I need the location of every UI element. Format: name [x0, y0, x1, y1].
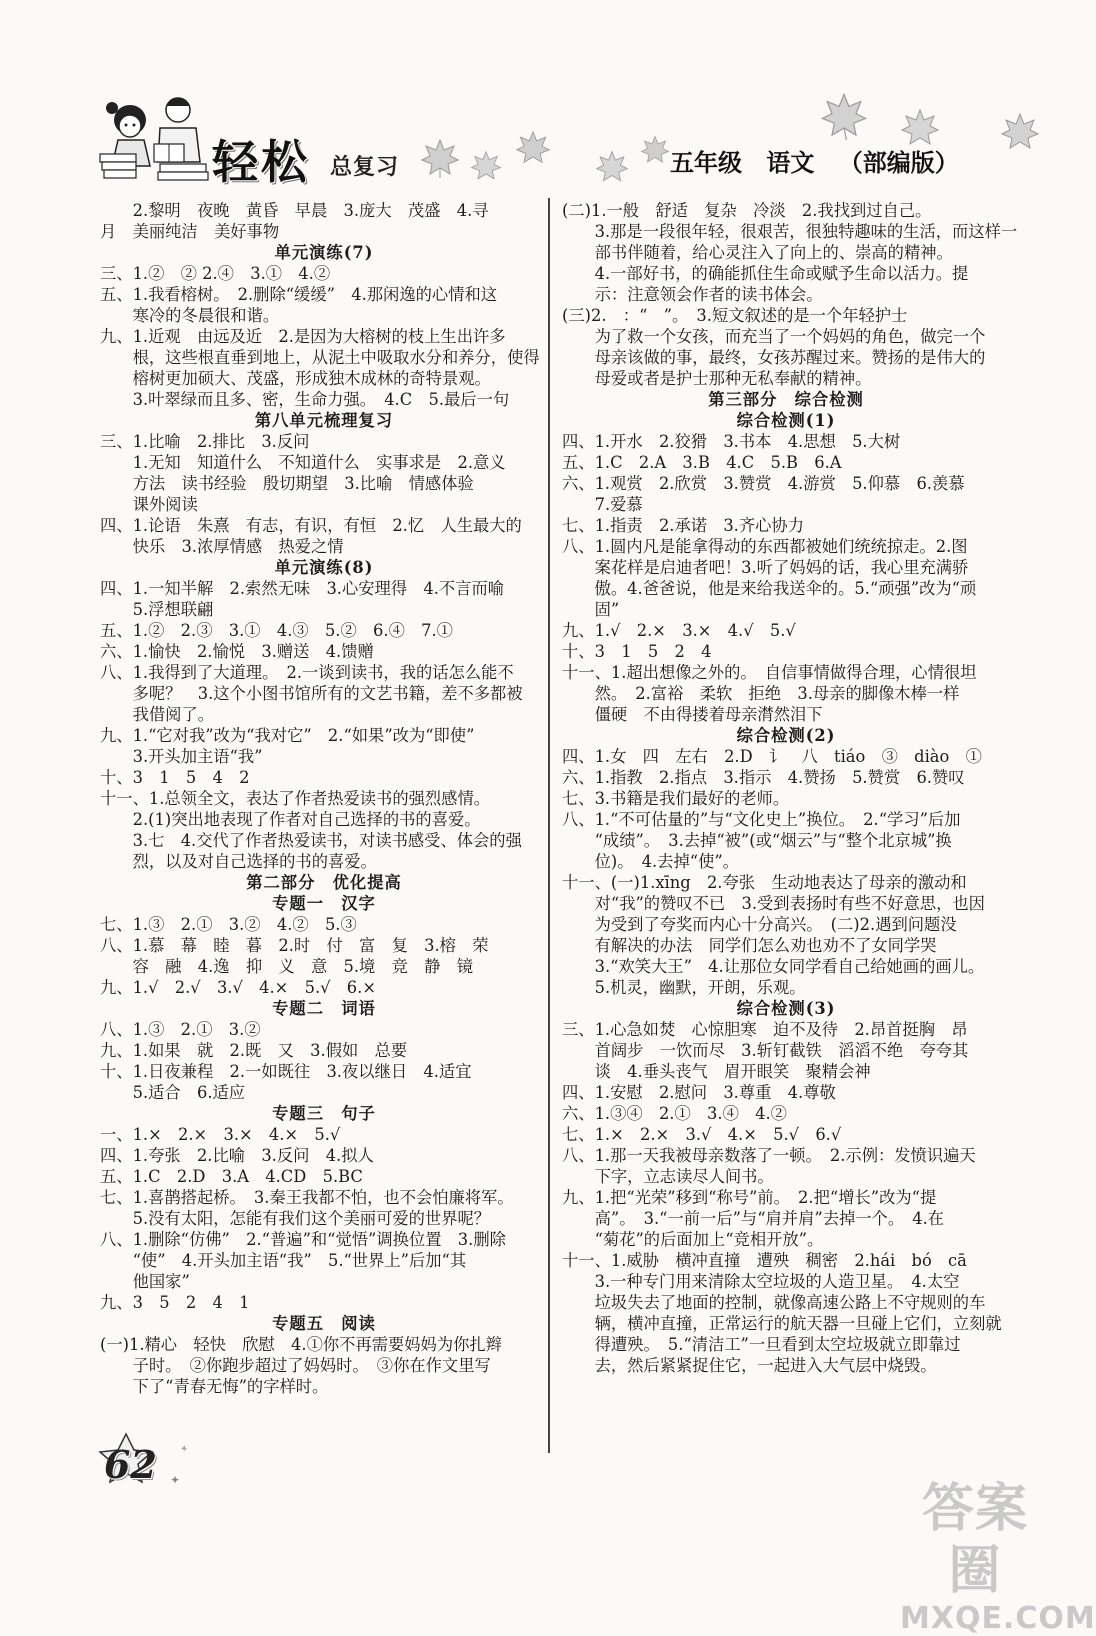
watermark-url: MXQE.COM [900, 1601, 1096, 1636]
book-series-subtitle: 总复习 [330, 155, 400, 180]
column-divider [548, 198, 550, 1453]
section-heading: 第三部分 综合检测 [708, 390, 864, 409]
edition-label: （部编版） [838, 149, 959, 177]
answer-line: 八、1.删除“仿佛” 2.“普遍”和“觉悟”调换位置 3.删除 [100, 1230, 506, 1249]
answer-column-right [562, 200, 1018, 1376]
maple-leaf-icon [420, 138, 460, 178]
answer-line: 十、1.日夜兼程 2.一如既往 3.夜以继日 4.适宜 [100, 1062, 472, 1081]
answer-line: 示：注意领会作者的读书体会。 [594, 285, 823, 304]
answer-line: 七、1.喜鹊搭起桥。 3.秦王我都不怕，也不会怕廉将军。 [100, 1188, 514, 1207]
answer-line: 他国家” [132, 1272, 190, 1291]
answer-line: 3.那是一段很年轻，很艰苦，很独特趣味的生活，而这样一 [594, 222, 1018, 241]
section-heading: 第二部分 优化提高 [246, 873, 402, 892]
answer-line: 烈，以及对自己选择的书的喜爱。 [132, 852, 377, 871]
answer-line: 七、1.③ 2.① 3.② 4.② 5.③ [100, 915, 357, 934]
answer-line: 母亲该做的事，最终，女孩苏醒过来。赞扬的是伟大的 [594, 348, 986, 367]
answer-line: 为受到了夸奖而内心十分高兴。 (二)2.遇到问题没 [594, 915, 957, 934]
answer-line: 3.叶翠绿而且多、密，生命力强。 4.C 5.最后一句 [132, 390, 510, 409]
answer-line: 十一、1.威胁 横冲直撞 遭殃 稠密 2.hái bó cā [562, 1251, 967, 1270]
answer-line: (三)2. ：“ ”。 3.短文叙述的是一个年轻护士 [562, 306, 908, 325]
page-number: 62 [104, 1442, 157, 1487]
answer-line: 六、1.指教 2.指点 3.指示 4.赞扬 5.赞赏 6.赞叹 [562, 768, 965, 787]
answer-line: 七、1.指责 2.承诺 3.齐心协力 [562, 516, 804, 535]
answer-line: 三、1.② ② 2.④ 3.① 4.② [100, 264, 331, 283]
answer-line: 容 融 4.逸 抑 义 意 5.境 竞 静 镜 [132, 957, 474, 976]
answer-line: 5.没有太阳，怎能有我们这个美丽可爱的世界呢？ [132, 1209, 491, 1228]
answer-line: 课外阅读 [132, 495, 198, 514]
answer-line: 2.(1)突出地表现了作者对自己选择的书的喜爱。 [132, 810, 481, 829]
answer-line: 九、1.如果 就 2.既 又 3.假如 总要 [100, 1041, 408, 1060]
answer-line: 垃圾失去了地面的控制，就像高速公路上不守规则的车 [594, 1293, 986, 1312]
answer-line: 5.机灵，幽默，开朗，乐观。 [594, 978, 806, 997]
subject-label: 语文 [766, 149, 815, 177]
answer-line: 五、1.我看榕树。 2.删除“缓缓” 4.那闲逸的心情和这 [100, 285, 498, 304]
answer-line: 为了救一个女孩，而充当了一个妈妈的角色，做完一个 [594, 327, 986, 346]
answer-line: 八、1.我得到了大道理。 2.一谈到读书，我的话怎么能不 [100, 663, 514, 682]
answer-line: 四、1.一知半解 2.索然无味 3.心安理得 4.不言而喻 [100, 579, 505, 598]
section-heading: 单元演练(8) [274, 558, 374, 577]
answer-line: 九、1.把“光荣”移到“称号”前。 2.把“增长”改为“提 [562, 1188, 937, 1207]
answer-line: 得遭殃。 5.“清洁工”一旦看到太空垃圾就立即靠过 [594, 1335, 961, 1354]
answer-line: 首阔步 一饮而尽 3.斩钉截铁 滔滔不绝 夸夸其 [594, 1041, 969, 1060]
svg-text:✦: ✦ [170, 1473, 181, 1487]
maple-leaf-icon [900, 108, 940, 148]
answer-line: 十一、1.超出想像之外的。 自信事情做得合理，心情很坦 [562, 663, 977, 682]
answer-line: 快乐 3.浓厚情感 热爱之情 [132, 537, 344, 556]
section-heading: 综合检测(3) [736, 999, 836, 1018]
maple-leaf-icon [595, 150, 629, 184]
answer-line: 十、3 1 5 4 2 [100, 768, 250, 787]
answer-column-left [100, 200, 548, 1397]
answer-line: 3.七 4.交代了作者热爱读书，对读书感受、体会的强 [132, 831, 522, 850]
page-header [0, 0, 1074, 200]
answer-line: 三、1.心急如焚 心惊胆寒 迫不及待 2.昂首挺胸 昂 [562, 1020, 968, 1039]
answer-line: 九、1.√ 2.× 3.× 4.√ 5.√ [562, 621, 796, 640]
answer-line: 九、3 5 2 4 1 [100, 1293, 250, 1312]
answer-line: “成绩”。 3.去掉“被”(或“烟云”与“整个北京城”换 [594, 831, 952, 850]
answer-line: 僵硬 不由得搂着母亲潸然泪下 [594, 705, 823, 724]
reading-kids-illustration [100, 88, 210, 183]
answer-line: 谈 4.垂头丧气 眉开眼笑 聚精会神 [594, 1062, 871, 1081]
answer-line: 寒冷的冬晨很和谐。 [132, 306, 280, 325]
answer-line: 3.“欢笑大王” 4.让那位女同学看自己给她画的画儿。 [594, 957, 985, 976]
maple-leaf-icon [515, 130, 551, 166]
answer-line: “菊花”的后面加上“竞相开放”。 [594, 1230, 824, 1249]
answer-line: 7.爱慕 [594, 495, 643, 514]
answer-line: 高”。 3.“一前一后”与“肩并肩”去掉一个。 4.在 [594, 1209, 945, 1228]
watermark-logo [900, 1478, 1096, 1636]
answer-line: 1.无知 知道什么 不知道什么 实事求是 2.意义 [132, 453, 506, 472]
answer-line: 傲。4.爸爸说，他是来给我送伞的。5.“顽强”改为“顽 [594, 579, 977, 598]
answer-line: 对“我”的赞叹不已 3.受到表扬时有些不好意思，也因 [594, 894, 985, 913]
answer-line: 八、1.“不可估量的”与“文化史上”换位。 2.“学习”后加 [562, 810, 961, 829]
answer-line: 5.浮想联翩 [132, 600, 214, 619]
answer-line: 四、1.论语 朱熹 有志，有识，有恒 2.忆 人生最大的 [100, 516, 522, 535]
answer-line: 六、1.③④ 2.① 3.④ 4.② [562, 1104, 787, 1123]
answer-line: 根，这些根直垂到地上，从泥土中吸取水分和养分，使得 [132, 348, 540, 367]
answer-line: 部书伴随着，给心灵注入了向上的、崇高的精神。 [594, 243, 953, 262]
answer-line: 八、1.圆内凡是能拿得动的东西都被她们统统掠走。2.图 [562, 537, 968, 556]
answer-line: 有解决的办法 同学们怎么劝也劝不了女同学哭 [594, 936, 937, 955]
book-info [670, 143, 975, 178]
answer-line: 八、1.那一天我被母亲数落了一顿。 2.示例：发愤识遍天 [562, 1146, 976, 1165]
answer-line: 5.适合 6.适应 [132, 1083, 246, 1102]
answer-line: 九、1.√ 2.√ 3.√ 4.× 5.√ 6.× [100, 978, 376, 997]
answer-line: 月 美丽纯洁 美好事物 [100, 222, 280, 241]
answer-line: 位)。 4.去掉“使”。 [594, 852, 739, 871]
maple-leaf-icon [470, 150, 502, 182]
section-heading: 综合检测(1) [736, 411, 836, 430]
answer-line: 母爱或者是护士那种无私奉献的精神。 [594, 369, 872, 388]
section-heading: 专题五 阅读 [272, 1314, 376, 1333]
answer-line: “使” 4.开头加主语“我” 5.“世界上”后加“其 [132, 1251, 467, 1270]
svg-text:✦: ✦ [180, 1444, 189, 1455]
answer-line: 十一、1.总领全文，表达了作者热爱读书的强烈感情。 [100, 789, 491, 808]
answer-line: 辆，横冲直撞，正常运行的航天器一旦碰上它们，立刻就 [594, 1314, 1002, 1333]
grade-label: 五年级 [670, 149, 742, 177]
answer-line: 六、1.愉快 2.愉悦 3.赠送 4.馈赠 [100, 642, 374, 661]
watermark-title: 答案圈 [921, 1479, 1028, 1601]
section-heading: 专题二 词语 [272, 999, 376, 1018]
answer-line: 三、1.比喻 2.排比 3.反问 [100, 432, 310, 451]
answer-line: 固” [594, 600, 620, 619]
answer-line: 3.一种专门用来清除太空垃圾的人造卫星。 4.太空 [594, 1272, 960, 1291]
answer-line: 八、1.慕 幕 睦 暮 2.时 付 富 复 3.榕 荣 [100, 936, 489, 955]
answer-line: 十、3 1 5 2 4 [562, 642, 712, 661]
answer-line: (一)1.精心 轻快 欣慰 4.①你不再需要妈妈为你扎辫 [100, 1335, 502, 1354]
answer-line: 四、1.夸张 2.比喻 3.反问 4.拟人 [100, 1146, 374, 1165]
maple-leaf-icon [1000, 112, 1040, 152]
answer-line: 案花样是启迪者吧！3.听了妈妈的话，我心里充满骄 [594, 558, 969, 577]
answer-line: 2.黎明 夜晚 黄昏 早晨 3.庞大 茂盛 4.寻 [132, 201, 489, 220]
answer-line: 3.开头加主语“我” [132, 747, 263, 766]
answer-line: 子时。 ②你跑步超过了妈妈时。 ③你在作文里写 [132, 1356, 491, 1375]
section-heading: 第八单元梳理复习 [254, 411, 394, 430]
answer-line: 然。 2.富裕 柔软 拒绝 3.母亲的脚像木棒一样 [594, 684, 960, 703]
answer-line: 4.一部好书，的确能抓住生命或赋予生命以活力。提 [594, 264, 969, 283]
answer-line: 十一、(一)1.xīng 2.夸张 生动地表达了母亲的激动和 [562, 873, 967, 892]
answer-line: 七、1.× 2.× 3.√ 4.× 5.√ 6.√ [562, 1125, 842, 1144]
answer-line: 我借阅了。 [132, 705, 215, 724]
answer-line: 五、1.C 2.A 3.B 4.C 5.B 6.A [562, 453, 842, 472]
section-heading: 专题三 句子 [272, 1104, 376, 1123]
answer-line: 下字，立志读尽人间书。 [594, 1167, 774, 1186]
book-series-title: 轻松 [212, 135, 310, 189]
answer-line: 六、1.观赏 2.欣赏 3.赞赏 4.游赏 5.仰慕 6.羡慕 [562, 474, 965, 493]
answer-line: 八、1.③ 2.① 3.② [100, 1020, 261, 1039]
answer-line: 榕树更加硕大、茂盛，形成独木成林的奇特景观。 [132, 369, 491, 388]
answer-line: 四、1.开水 2.狡猾 3.书本 4.思想 5.大树 [562, 432, 901, 451]
answer-line: 多呢？ 3.这个小图书馆所有的文艺书籍，差不多都被 [132, 684, 523, 703]
answer-line: 一、1.× 2.× 3.× 4.× 5.√ [100, 1125, 341, 1144]
answer-line: 五、1.② 2.③ 3.① 4.③ 5.② 6.④ 7.① [100, 621, 453, 640]
maple-leaf-icon [640, 135, 670, 165]
answer-line: 九、1.近观 由远及近 2.是因为大榕树的枝上生出许多 [100, 327, 506, 346]
answer-line: 去，然后紧紧捉住它，一起进入大气层中烧毁。 [594, 1356, 937, 1375]
answer-line: 五、1.C 2.D 3.A 4.CD 5.BC [100, 1167, 363, 1186]
maple-leaf-icon [820, 92, 868, 140]
answer-line: 九、1.“它对我”改为“我对它” 2.“如果”改为“即使” [100, 726, 475, 745]
answer-line: 四、1.安慰 2.慰问 3.尊重 4.尊敬 [562, 1083, 836, 1102]
section-heading: 综合检测(2) [736, 726, 836, 745]
answer-line: (二)1.一般 舒适 复杂 冷淡 2.我找到过自己。 [562, 201, 932, 220]
answer-line: 七、3.书籍是我们最好的老师。 [562, 789, 790, 808]
answer-line: 下了“青春无悔”的字样时。 [132, 1377, 329, 1396]
answer-line: 四、1.女 四 左右 2.D 讠 八 tiáo ③ diào ① [562, 747, 982, 766]
section-heading: 单元演练(7) [274, 243, 374, 262]
answer-line: 方法 读书经验 殷切期望 3.比喻 情感体验 [132, 474, 474, 493]
section-heading: 专题一 汉字 [272, 894, 376, 913]
